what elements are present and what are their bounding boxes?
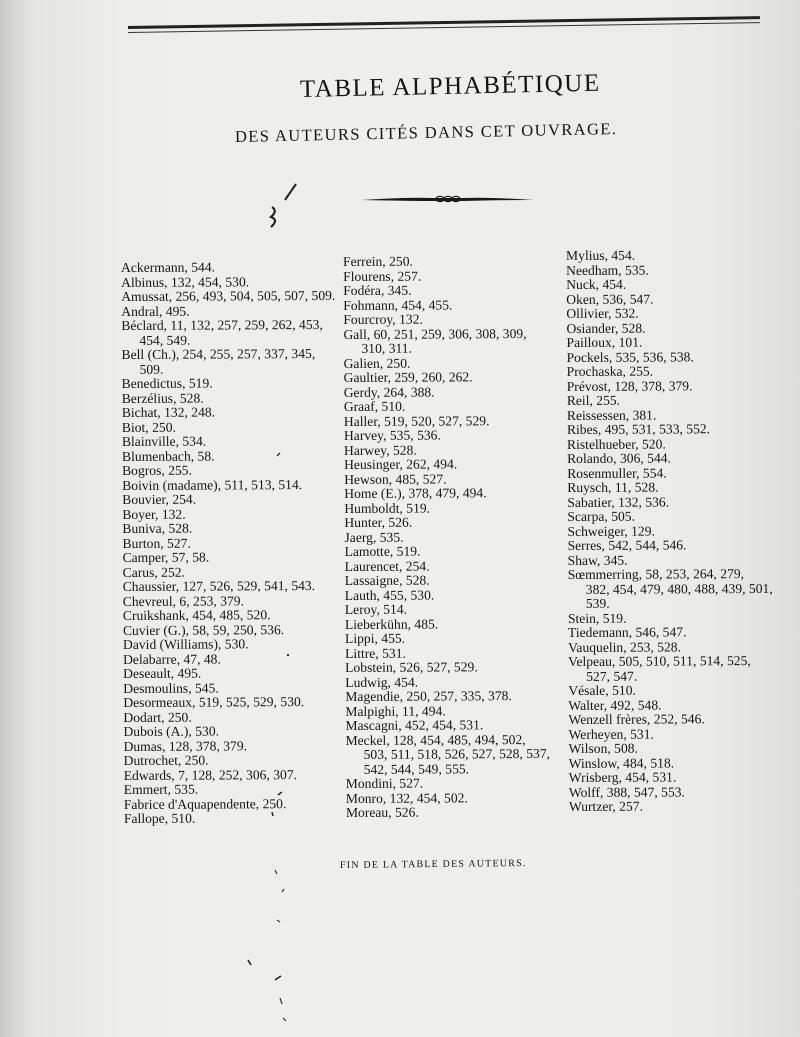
index-entry: Ollivier, 532. xyxy=(566,305,639,321)
index-entry: Oken, 536, 547. xyxy=(566,291,654,307)
index-entry: Nuck, 454. xyxy=(566,276,627,292)
index-entry-continuation: 454, 549. xyxy=(139,332,191,348)
index-entry: Stein, 519. xyxy=(567,610,627,626)
index-entry: Desormeaux, 519, 525, 529, 530. xyxy=(123,694,305,710)
index-entry: Leroy, 514. xyxy=(344,601,408,617)
index-entry: Wurtzer, 257. xyxy=(568,798,643,814)
index-entry: Rosenmuller, 554. xyxy=(567,464,667,481)
index-entry: Home (E.), 378, 479, 494. xyxy=(344,485,487,501)
index-entry: Wilson, 508. xyxy=(568,740,638,756)
index-entry: Scarpa, 505. xyxy=(567,508,636,524)
index-entry: Monro, 132, 454, 502. xyxy=(345,789,468,806)
index-entry: Winslow, 484, 518. xyxy=(568,754,675,771)
index-entry: Deseault, 495. xyxy=(123,665,202,681)
index-entry: Ruysch, 11, 528. xyxy=(567,479,659,495)
index-entry: Lassaigne, 528. xyxy=(344,572,430,588)
index-entry: Blainville, 534. xyxy=(121,433,207,449)
index-entry: Walter, 492, 548. xyxy=(568,697,662,713)
index-entry: Fohmann, 454, 455. xyxy=(343,296,453,313)
index-entry: Hunter, 526. xyxy=(344,514,413,530)
index-entry: Biot, 250. xyxy=(121,419,176,435)
index-entry: Lauth, 455, 530. xyxy=(344,587,435,603)
index-entry: Vésale, 510. xyxy=(568,682,636,698)
index-entry: Reissessen, 381. xyxy=(566,407,657,423)
index-entry: Mylius, 454. xyxy=(565,247,636,263)
index-entry: Serres, 542, 544, 546. xyxy=(567,537,687,553)
index-entry: Cruikshank, 454, 485, 520. xyxy=(122,607,271,623)
index-entry: Ristelhueber, 520. xyxy=(566,435,666,452)
index-entry: Malpighi, 11, 494. xyxy=(345,702,446,719)
index-entry: Camper, 57, 58. xyxy=(122,549,210,565)
index-entry: Velpeau, 505, 510, 511, 514, 525, xyxy=(568,653,751,669)
index-entry: Emmert, 535. xyxy=(123,781,199,797)
index-entry: Edwards, 7, 128, 252, 306, 307. xyxy=(123,766,298,783)
index-entry: Heusinger, 262, 494. xyxy=(344,456,458,472)
index-entry: Harvey, 535, 536. xyxy=(343,427,441,443)
index-entry: Reil, 255. xyxy=(566,392,621,408)
index-entry: Ferrein, 250. xyxy=(342,253,413,269)
index-entry: Hewson, 485, 527. xyxy=(344,470,447,487)
index-entry: Ludwig, 454. xyxy=(345,674,419,690)
index-entry: Andral, 495. xyxy=(121,303,190,319)
index-entry: Prochaska, 255. xyxy=(566,363,654,379)
index-entry: Wrisberg, 454, 531. xyxy=(568,769,677,785)
index-entry: Fabrice d'Aquapendente, 250. xyxy=(123,795,287,812)
index-entry-continuation: 542, 544, 549, 555. xyxy=(363,760,470,777)
index-entry: Bell (Ch.), 254, 255, 257, 337, 345, xyxy=(121,345,316,362)
index-entry-continuation: 382, 454, 479, 480, 488, 439, 501, xyxy=(585,580,773,597)
index-entry-continuation: 503, 511, 518, 526, 527, 528, 537, xyxy=(363,745,551,762)
index-entry: Tiedemann, 546, 547. xyxy=(567,624,687,640)
index-entry: Wolff, 388, 547, 553. xyxy=(568,783,685,800)
index-entry: Ackermann, 544. xyxy=(120,259,216,275)
index-entry: Needham, 535. xyxy=(566,262,649,278)
index-entry: Wenzell frères, 252, 546. xyxy=(568,711,705,727)
index-entry: Schweiger, 129. xyxy=(567,523,655,539)
index-entry: Gaultier, 259, 260, 262. xyxy=(343,369,473,385)
index-entry: Vauquelin, 253, 528. xyxy=(568,638,682,655)
index-entry: Gerdy, 264, 388. xyxy=(343,384,435,400)
index-entry: Magendie, 250, 257, 335, 378. xyxy=(345,688,512,704)
index-entry: Boivin (madame), 511, 513, 514. xyxy=(122,476,303,493)
index-entry: Berzélius, 528. xyxy=(121,390,204,406)
index-entry: Rolando, 306, 544. xyxy=(567,450,671,466)
index-entry: Chevreul, 6, 253, 379. xyxy=(122,592,245,609)
index-entry-continuation: 509. xyxy=(139,361,164,377)
index-entry: Béclard, 11, 132, 257, 259, 262, 453, xyxy=(121,316,323,333)
index-entry: Dubois (A.), 530. xyxy=(123,723,220,739)
index-entry: Sabatier, 132, 536. xyxy=(567,493,670,510)
index-entry: Dodart, 250. xyxy=(123,709,192,725)
index-entry: Fallope, 510. xyxy=(123,810,196,826)
index-entry: Buniva, 528. xyxy=(122,520,193,536)
index-entry: Delabarre, 47, 48. xyxy=(123,650,221,667)
index-entry: Mascagni, 452, 454, 531. xyxy=(345,717,484,733)
index-entry: Harwey, 528. xyxy=(343,442,417,458)
index-entry-continuation: 527, 547. xyxy=(586,668,638,684)
index-entry: Osiander, 528. xyxy=(566,320,646,336)
index-entry: Littre, 531. xyxy=(345,645,406,661)
index-entry: Laurencet, 254. xyxy=(344,558,430,574)
index-entry: Mondini, 527. xyxy=(345,775,424,791)
index-entry: Lippi, 455. xyxy=(344,630,406,646)
index-entry: Shaw, 345. xyxy=(567,552,628,568)
index-entry: Bouvier, 254. xyxy=(122,491,197,507)
index-entry: Galien, 250. xyxy=(343,355,411,371)
index-entry: Fodéra, 345. xyxy=(343,282,412,298)
index-entry: Chaussier, 127, 526, 529, 541, 543. xyxy=(122,577,316,594)
index-entry: Albinus, 132, 454, 530. xyxy=(121,273,250,290)
index-entry: Jaerg, 535. xyxy=(344,529,404,545)
index-entry: Amussat, 256, 493, 504, 505, 507, 509. xyxy=(121,287,336,304)
index-entry: Humboldt, 519. xyxy=(344,500,431,516)
index-entry: Benedictus, 519. xyxy=(121,375,213,391)
author-column-1 xyxy=(121,260,344,827)
index-entry: Ribes, 495, 531, 533, 552. xyxy=(566,421,711,437)
index-entry: Flourens, 257. xyxy=(343,268,422,284)
index-entry: Graaf, 510. xyxy=(343,398,406,414)
author-column-2 xyxy=(343,254,561,821)
index-entry: Haller, 519, 520, 527, 529. xyxy=(343,412,490,429)
index-entry: Carus, 252. xyxy=(122,564,185,580)
index-entry: Lamotte, 519. xyxy=(344,543,421,559)
index-entry: Lobstein, 526, 527, 529. xyxy=(345,659,478,675)
index-entry: Blumenbach, 58. xyxy=(121,448,215,464)
index-entry: Lieberkühn, 485. xyxy=(344,616,439,632)
index-entry: Sœmmerring, 58, 253, 264, 279, xyxy=(567,566,745,582)
index-entry: Meckel, 128, 454, 485, 494, 502, xyxy=(345,731,526,748)
end-of-table-note: FIN DE LA TABLE DES AUTEURS. xyxy=(339,858,527,871)
index-entry: Pockels, 535, 536, 538. xyxy=(566,348,694,365)
index-entry: Bichat, 132, 248. xyxy=(121,404,216,420)
page-subtitle: DES AUTEURS CITÉS DANS CET OUVRAGE. xyxy=(234,118,618,146)
index-entry: Dumas, 128, 378, 379. xyxy=(123,737,248,754)
index-entry: Dutrochet, 250. xyxy=(123,752,209,768)
index-entry: Cuvier (G.), 58, 59, 250, 536. xyxy=(122,621,285,638)
index-entry: Prévost, 128, 378, 379. xyxy=(566,377,693,394)
index-entry: Gall, 60, 251, 259, 306, 308, 309, xyxy=(343,325,527,342)
author-column-3 xyxy=(566,248,794,815)
index-entry-continuation: 310, 311. xyxy=(361,340,413,356)
index-entry-continuation: 539. xyxy=(585,595,610,611)
index-entry: Boyer, 132. xyxy=(122,506,186,522)
index-entry: Fourcroy, 132. xyxy=(343,311,423,327)
index-entry: Desmoulins, 545. xyxy=(123,679,219,696)
index-entry: Werheyen, 531. xyxy=(568,726,654,742)
index-entry: Bogros, 255. xyxy=(122,462,193,478)
index-entry: Pailloux, 101. xyxy=(566,334,643,350)
index-entry: Burton, 527. xyxy=(122,535,191,551)
index-entry: Moreau, 526. xyxy=(345,804,419,820)
page-title: TABLE ALPHABÉTIQUE xyxy=(299,69,601,103)
index-entry: David (Williams), 530. xyxy=(122,636,249,652)
